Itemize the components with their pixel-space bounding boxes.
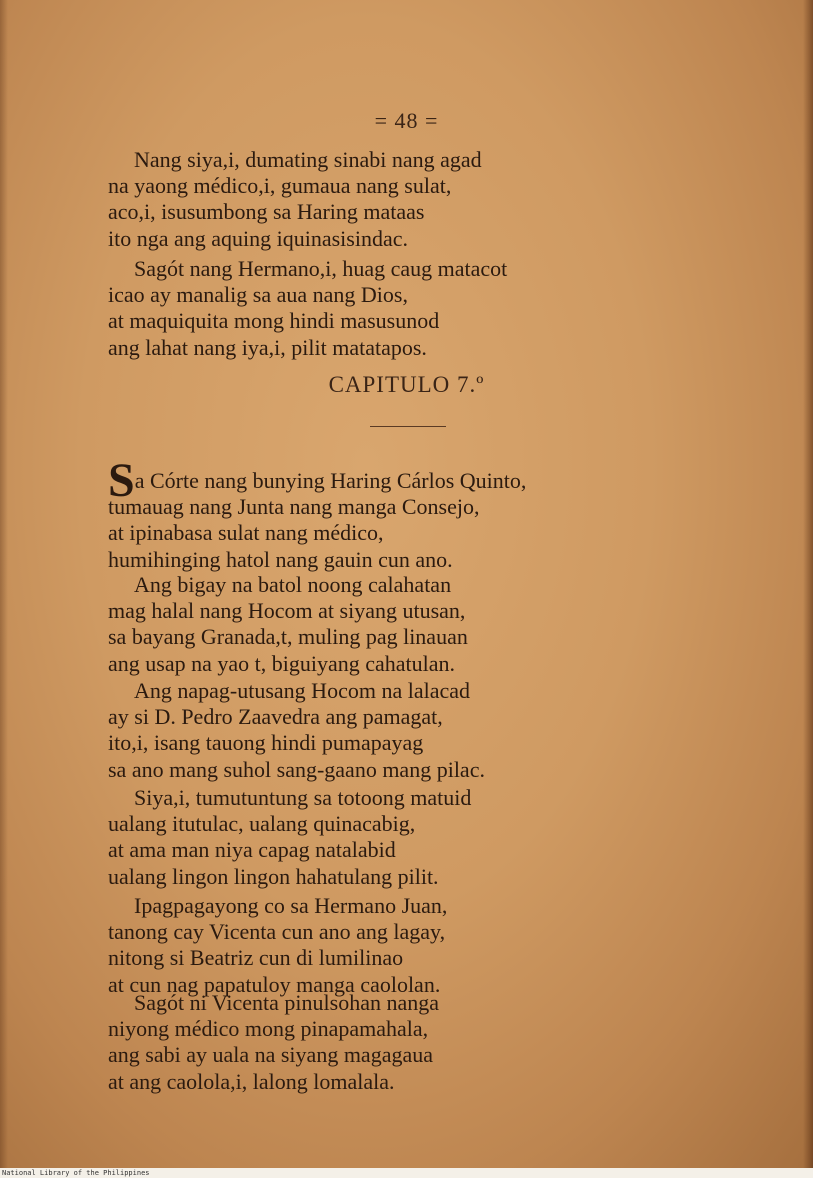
verse-line: tumauag nang Junta nang manga Consejo, xyxy=(108,494,480,520)
divider-rule xyxy=(370,426,446,427)
stanza-5 xyxy=(108,678,708,783)
verse-line: at ipinabasa sulat nang médico, xyxy=(108,520,384,546)
verse-line: at cun nag papatuloy manga caololan. xyxy=(108,971,441,997)
verse-line: ualang lingon lingon hahatulang pilit. xyxy=(108,863,439,889)
page-number: = 48 = xyxy=(374,108,439,133)
verse-line: na yaong médico,i, gumaua nang sulat, xyxy=(108,173,452,199)
stanza-4 xyxy=(108,572,708,677)
verse-line: ito nga ang aquing iquinasisindac. xyxy=(108,225,408,251)
verse-line: Siya,i, tumutuntung sa totoong matuid xyxy=(134,785,472,810)
stanza-8 xyxy=(108,990,708,1095)
verse-line: Sagót ni Vicenta pinulsohan nanga xyxy=(134,990,439,1015)
stanza-6 xyxy=(108,785,708,890)
verse-line: mag halal nang Hocom at siyang utusan, xyxy=(108,598,466,624)
verse-line: ualang itutulac, ualang quinacabig, xyxy=(108,811,416,837)
verse-line: Ang napag-utusang Hocom na lalacad xyxy=(134,678,470,703)
verse-line: ang usap na yao t, biguiyang cahatulan. xyxy=(108,650,456,676)
chapter-title: CAPITULO 7.º xyxy=(328,372,485,397)
verse-line: at maquiquita mong hindi masusunod xyxy=(108,308,440,334)
verse-line: niyong médico mong pinapamahala, xyxy=(108,1016,429,1042)
verse-line: Sagót nang Hermano,i, huag caug matacot xyxy=(134,256,508,281)
stanza-7 xyxy=(108,893,708,998)
verse-line: ang lahat nang iya,i, pilit matatapos. xyxy=(108,334,427,360)
drop-cap: S xyxy=(108,454,135,507)
stanza-3 xyxy=(108,454,708,573)
verse-line-rest: a Córte nang bunying Haring Cárlos Quinto, xyxy=(134,468,527,493)
verse-line: humihinging hatol nang gauin cun ano. xyxy=(108,546,453,572)
verse-line: Nang siya,i, dumating sinabi nang agad xyxy=(134,147,482,172)
verse-line: nitong si Beatriz cun di lumilinao xyxy=(108,945,404,971)
verse-line: tanong cay Vicenta cun ano ang lagay, xyxy=(108,919,446,945)
verse-line: at ang caolola,i, lalong lomalala. xyxy=(108,1068,395,1094)
stanza-1 xyxy=(108,147,708,252)
verse-line: sa bayang Granada,t, muling pag linauan xyxy=(108,624,468,650)
verse-line: sa ano mang suhol sang-gaano mang pilac. xyxy=(108,756,485,782)
verse-line: ito,i, isang tauong hindi pumapayag xyxy=(108,730,424,756)
verse-line: ay si D. Pedro Zaavedra ang pamagat, xyxy=(108,704,443,730)
verse-line: Ang bigay na batol noong calahatan xyxy=(134,572,452,597)
verse-line: aco,i, isusumbong sa Haring mataas xyxy=(108,199,425,225)
verse-line: at ama man niya capag natalabid xyxy=(108,837,396,863)
verse-line: ang sabi ay uala na siyang magagaua xyxy=(108,1042,433,1068)
library-credit: National Library of the Philippines xyxy=(2,1169,150,1177)
verse-line: Ipagpagayong co sa Hermano Juan, xyxy=(134,893,448,918)
verse-line: icao ay manalig sa aua nang Dios, xyxy=(108,282,408,308)
stanza-2 xyxy=(108,256,708,361)
